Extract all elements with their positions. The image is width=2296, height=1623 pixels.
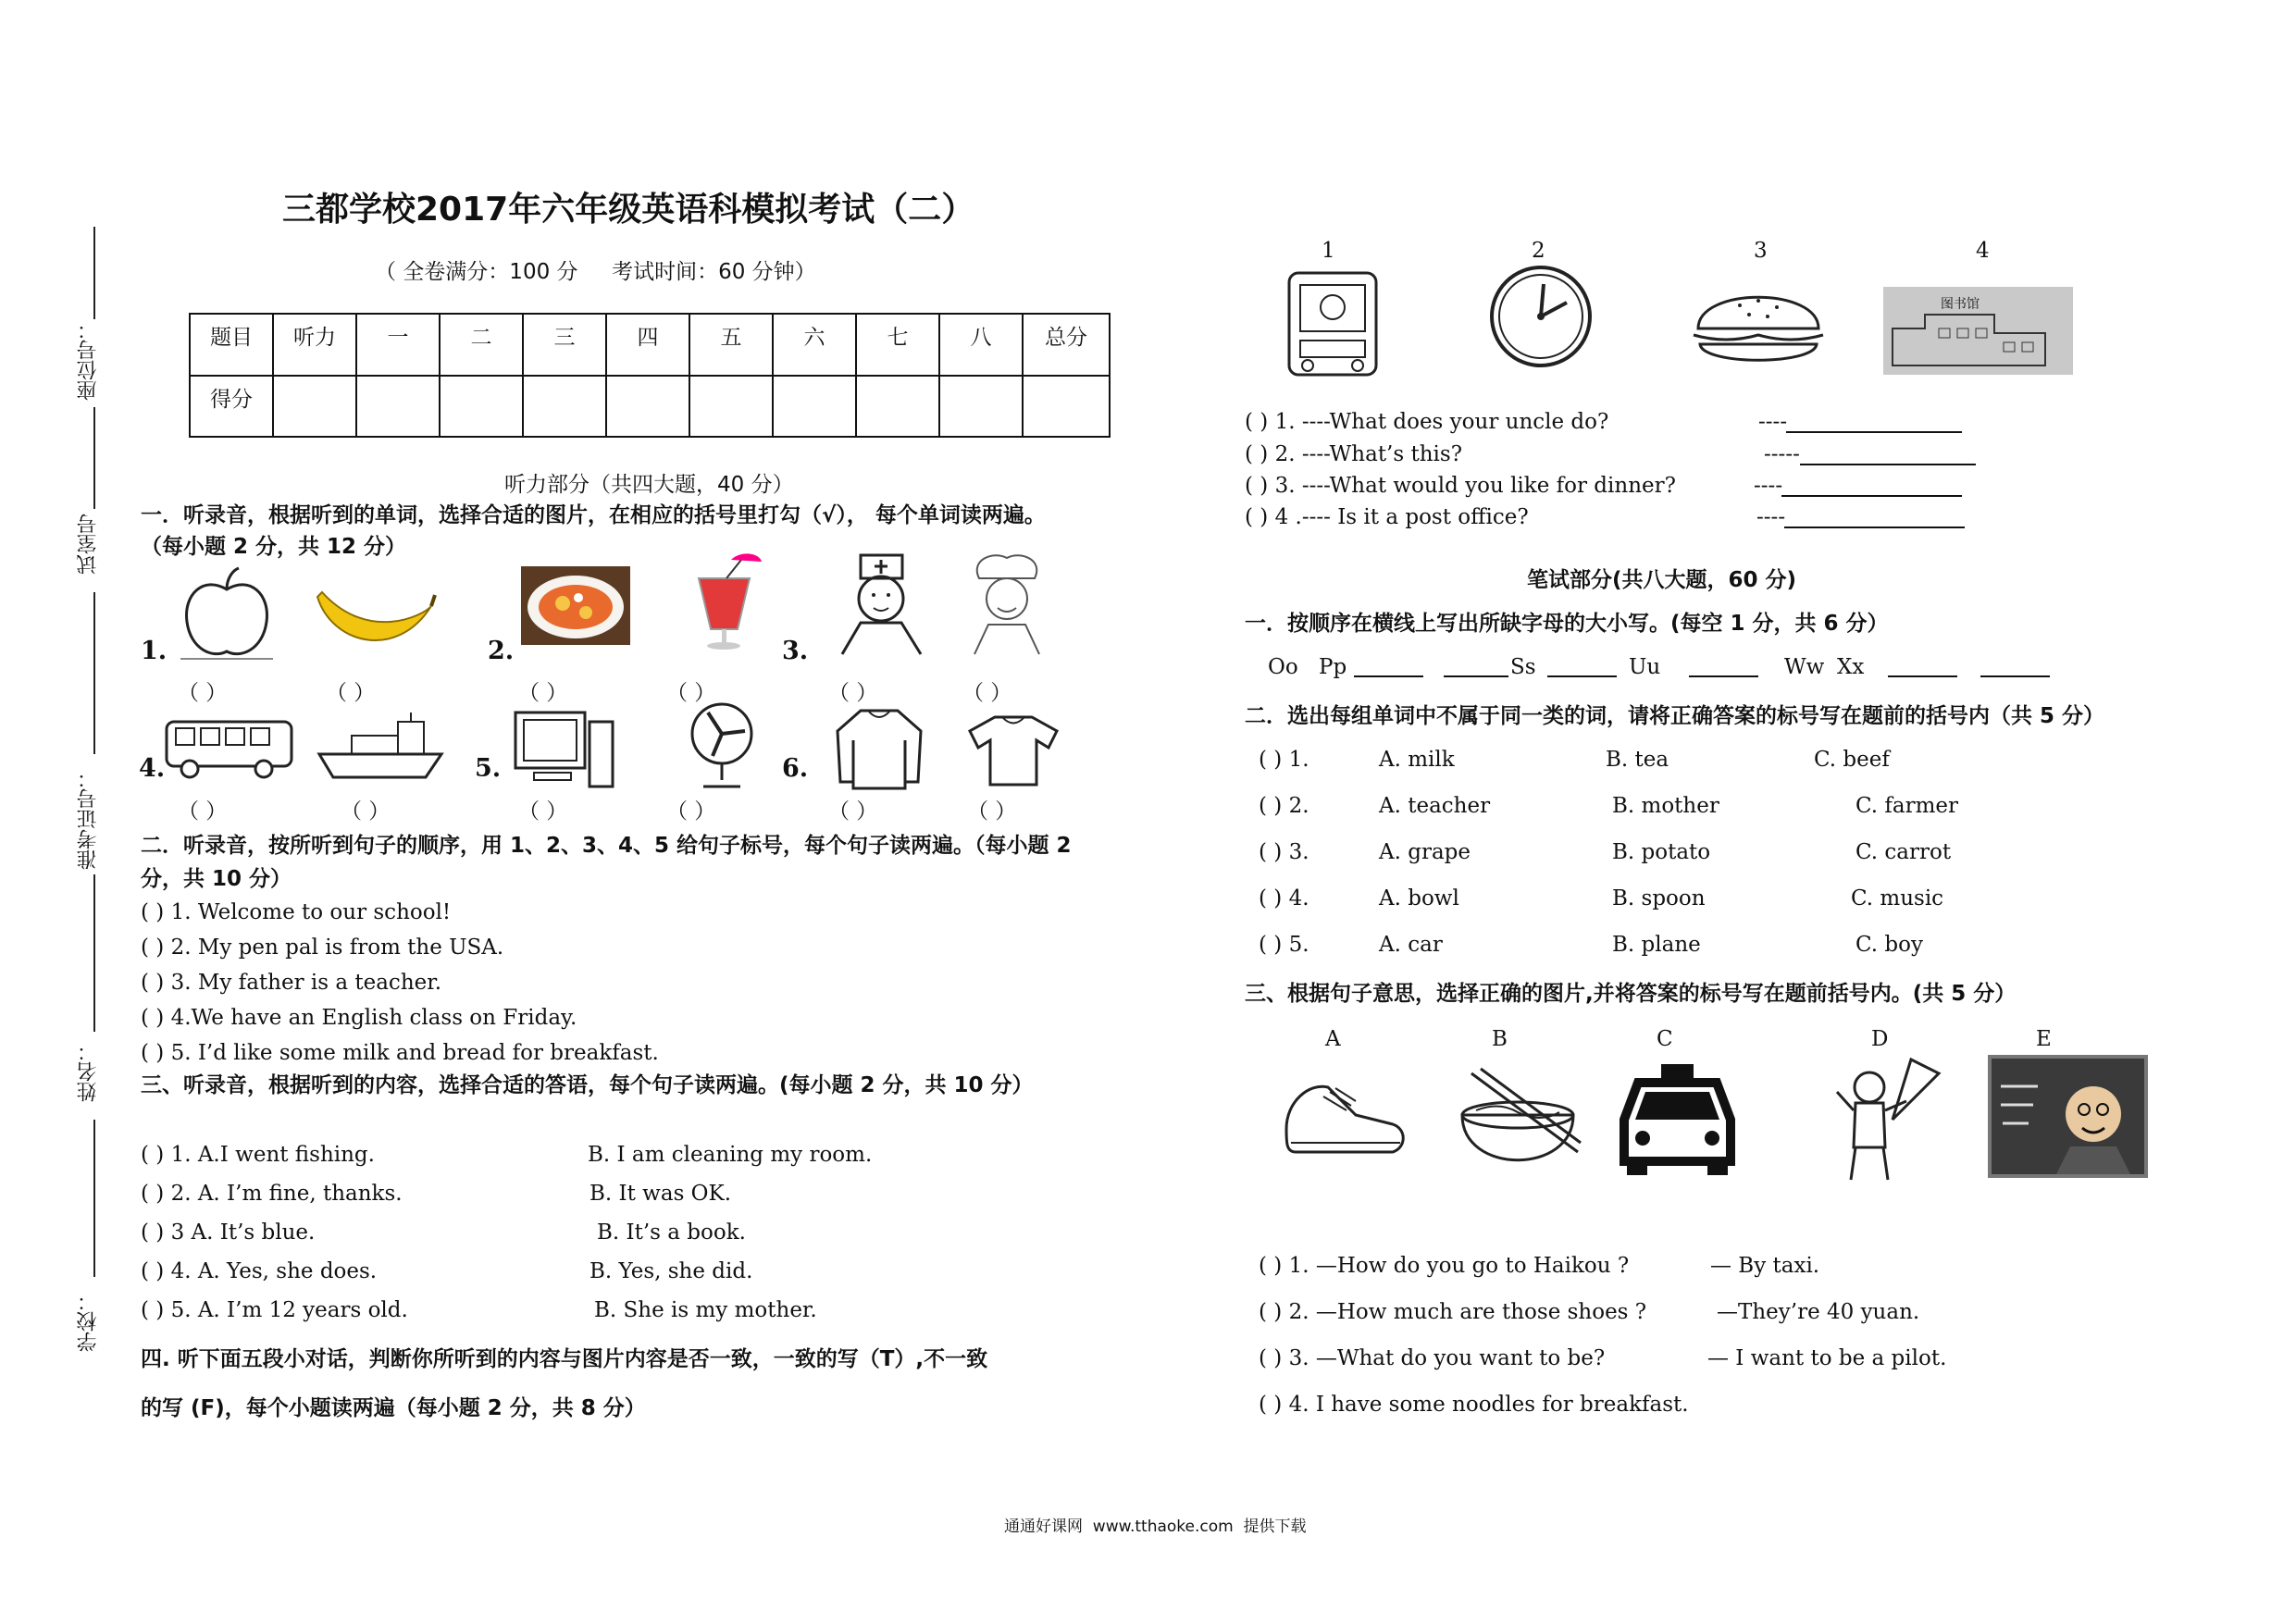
- taxi-icon: [1610, 1059, 1744, 1180]
- answer-paren[interactable]: （ ）: [666, 799, 716, 824]
- written-heading: 笔试部分(共八大题，60 分): [1527, 568, 1797, 592]
- score-header: 题目: [190, 314, 273, 376]
- picture-letter: D: [1871, 1027, 1889, 1051]
- picture-number: 3: [1754, 239, 1768, 263]
- list-item: ( ) 4. A. Yes, she does.: [141, 1259, 378, 1283]
- list-item: ( ) 2.: [1259, 794, 1309, 818]
- option-a: A. bowl: [1379, 886, 1459, 911]
- option-a: A. grape: [1379, 840, 1471, 864]
- margin-line: [93, 592, 95, 754]
- answer-line[interactable]: [1786, 431, 1962, 433]
- list-item: ( ) 4. I have some noodles for breakfast.: [1259, 1393, 1689, 1417]
- score-header: 一: [356, 314, 440, 376]
- bus-driver-icon: [1282, 268, 1384, 384]
- score-row-label: 得分: [190, 376, 273, 438]
- score-header: 五: [689, 314, 773, 376]
- soup-icon: [521, 566, 630, 645]
- picture-letter: E: [2036, 1027, 2052, 1051]
- list-item: ( ) 4.We have an English class on Friday.: [141, 1006, 577, 1030]
- option-c: C. boy: [1855, 933, 1923, 957]
- shoes-icon: [1282, 1064, 1411, 1166]
- apple-icon: [176, 566, 278, 663]
- picture-number: 2: [1532, 239, 1545, 263]
- banana-icon: [313, 578, 438, 657]
- letter-pair: Oo: [1268, 655, 1298, 679]
- exam-room-label: 试室号: [77, 514, 100, 575]
- answer-line[interactable]: [1781, 495, 1962, 497]
- library-building-icon: [1883, 287, 2073, 375]
- score-header: 听力: [273, 314, 356, 376]
- option-c: C. beef: [1814, 748, 1890, 772]
- answer-paren[interactable]: （ ）: [666, 681, 716, 705]
- pilot-icon: [1828, 1055, 1943, 1184]
- margin-line: [93, 1120, 95, 1277]
- list-item-option: B. I am cleaning my room.: [588, 1143, 873, 1167]
- score-cell[interactable]: [356, 376, 440, 438]
- letter-pair: Uu: [1629, 655, 1661, 679]
- answer-prefix: -----: [1764, 442, 1800, 466]
- option-b: B. mother: [1612, 794, 1719, 818]
- item-number: 1.: [141, 637, 168, 665]
- option-b: B. plane: [1612, 933, 1701, 957]
- answer-paren[interactable]: （ ）: [962, 681, 1012, 705]
- list-item: ( ) 3. My father is a teacher.: [141, 971, 442, 995]
- picture-number: 1: [1322, 239, 1335, 263]
- list-item: ( ) 2. A. I’m fine, thanks.: [141, 1182, 403, 1206]
- letter-blank[interactable]: [1888, 675, 1957, 677]
- list-item: ( ) 5. A. I’m 12 years old.: [141, 1298, 408, 1322]
- option-c: C. music: [1851, 886, 1944, 911]
- tshirt-icon: [967, 712, 1060, 787]
- letter-blank[interactable]: [1547, 675, 1617, 677]
- seat-number-label: 座位号：: [77, 319, 100, 401]
- written-q3-title: 三、根据句子意思，选择正确的图片,并将答案的标号写在题前括号内。(共 5 分）: [1245, 982, 2017, 1006]
- list-item: ( ) 3. ----What would you like for dinner?: [1245, 474, 1676, 498]
- option-c: C. carrot: [1855, 840, 1952, 864]
- option-b: B. tea: [1606, 748, 1669, 772]
- library-sign: 图书馆: [1941, 297, 1980, 312]
- list-item: ( ) 1. A.I went fishing.: [141, 1143, 375, 1167]
- score-header: 三: [523, 314, 606, 376]
- list-item: ( ) 2. ----What’s this?: [1245, 442, 1463, 466]
- score-cell[interactable]: [273, 376, 356, 438]
- list-item: ( ) 1.: [1259, 748, 1309, 772]
- picture-letter: A: [1325, 1027, 1341, 1051]
- answer-paren[interactable]: （ ）: [828, 681, 878, 705]
- score-header: 总分: [1023, 314, 1110, 376]
- answer-prefix: ----: [1754, 474, 1783, 498]
- list-item-option: B. It was OK.: [590, 1182, 732, 1206]
- score-header: 二: [440, 314, 523, 376]
- letter-pair: Pp: [1319, 655, 1347, 679]
- list-item: ( ) 5. I’d like some milk and bread for breakfast.: [141, 1041, 659, 1065]
- score-cell[interactable]: [856, 376, 939, 438]
- computer-icon: [511, 708, 617, 791]
- juice-icon: [680, 551, 768, 652]
- exam-subtitle: （ 全卷满分：100 分 考试时间：60 分钟）: [375, 260, 816, 284]
- score-cell[interactable]: [689, 376, 773, 438]
- list-item-answer: — I want to be a pilot.: [1707, 1346, 1947, 1370]
- option-a: A. teacher: [1379, 794, 1491, 818]
- listening-q2-title: 二．听录音，按所听到句子的顺序，用 1、2、3、4、5 给句子标号，每个句子读两遍。（每小题 2 分，共 10 分）: [141, 834, 1072, 891]
- list-item: ( ) 1. Welcome to our school!: [141, 900, 452, 924]
- score-header: 八: [939, 314, 1023, 376]
- margin-line: [93, 874, 95, 1032]
- school-label: 学校：: [77, 1291, 100, 1352]
- option-a: A. car: [1379, 933, 1443, 957]
- list-item: ( ) 3 A. It’s blue.: [141, 1220, 316, 1245]
- item-number: 5.: [475, 754, 502, 783]
- written-q1-title: 一．按顺序在横线上写出所缺字母的大小写。(每空 1 分，共 6 分）: [1245, 612, 1889, 636]
- answer-prefix: ----: [1758, 410, 1788, 434]
- admission-number-label: 准考证号：: [77, 768, 100, 870]
- option-b: B. spoon: [1612, 886, 1706, 911]
- score-table: [189, 313, 1111, 438]
- noodles-icon: [1453, 1064, 1582, 1175]
- clock-icon: [1488, 264, 1595, 370]
- score-cell[interactable]: [939, 376, 1023, 438]
- list-item: ( ) 2. —How much are those shoes ?: [1259, 1300, 1647, 1324]
- margin-line: [93, 227, 95, 319]
- listening-q3-title: 三、听录音，根据听到的内容，选择合适的答语，每个句子读两遍。(每小题 2 分，共 10 分）: [141, 1073, 1034, 1097]
- answer-paren[interactable]: （ ）: [178, 799, 228, 824]
- name-label: 姓名：: [77, 1041, 100, 1102]
- list-item: ( ) 1. —How do you go to Haikou ?: [1259, 1254, 1630, 1278]
- list-item: ( ) 4.: [1259, 886, 1309, 911]
- list-item: ( ) 1. ----What does your uncle do?: [1245, 410, 1609, 434]
- letter-pair: Ww: [1784, 655, 1825, 679]
- bus-icon: [162, 717, 296, 782]
- list-item-option: B. Yes, she did.: [590, 1259, 753, 1283]
- option-a: A. milk: [1379, 748, 1455, 772]
- list-item-option: B. It’s a book.: [597, 1220, 746, 1245]
- picture-number: 4: [1976, 239, 1990, 263]
- hamburger-icon: [1689, 278, 1828, 370]
- letter-blank[interactable]: [1354, 675, 1423, 677]
- item-number: 2.: [488, 637, 515, 665]
- listening-q4-title: 四. 听下面五段小对话，判断你所听到的内容与图片内容是否一致，一致的写（T）,不一致: [141, 1347, 988, 1371]
- page-footer: 通通好课网 www.tthaoke.com 提供下载: [1004, 1518, 1307, 1536]
- answer-line[interactable]: [1784, 527, 1965, 528]
- score-cell[interactable]: [440, 376, 523, 438]
- list-item-answer: —They’re 40 yuan.: [1717, 1300, 1920, 1324]
- answer-paren[interactable]: （ ）: [828, 799, 878, 824]
- sweater-icon: [833, 703, 925, 791]
- answer-paren[interactable]: （ ）: [326, 681, 376, 705]
- picture-letter: B: [1492, 1027, 1508, 1051]
- list-item-answer: — By taxi.: [1710, 1254, 1820, 1278]
- score-header: 四: [606, 314, 689, 376]
- list-item: ( ) 2. My pen pal is from the USA.: [141, 935, 504, 960]
- page-title: 三都学校2017年六年级英语科模拟考试（二）: [282, 191, 975, 229]
- written-q2-title: 二．选出每组单词中不属于同一类的词，请将正确答案的标号写在题前的括号内（共 5 分）: [1245, 704, 2105, 728]
- listening-q4-subtitle: 的写 (F)，每个小题读两遍（每小题 2 分，共 8 分）: [141, 1396, 646, 1420]
- list-item: ( ) 4 .---- Is it a post office?: [1245, 505, 1529, 529]
- answer-line[interactable]: [1800, 464, 1976, 465]
- margin-line: [93, 407, 95, 509]
- listening-q1-title: 一．听录音，根据听到的单词，选择合适的图片，在相应的括号里打勾（√）， 每个单词读两遍。（每小题 2 分，共 12 分）: [141, 503, 1046, 559]
- item-number: 3.: [782, 637, 809, 665]
- list-item: ( ) 5.: [1259, 933, 1309, 957]
- letter-blank[interactable]: [1444, 675, 1508, 677]
- ship-icon: [315, 712, 446, 782]
- list-item: ( ) 3. —What do you want to be?: [1259, 1346, 1606, 1370]
- score-cell[interactable]: [773, 376, 856, 438]
- cook-icon: [965, 551, 1049, 657]
- answer-paren[interactable]: （ ）: [518, 799, 568, 824]
- score-header: 六: [773, 314, 856, 376]
- answer-paren[interactable]: （ ）: [178, 681, 228, 705]
- letter-blank[interactable]: [1980, 675, 2050, 677]
- answer-paren[interactable]: （ ）: [967, 799, 1017, 824]
- picture-letter: C: [1657, 1027, 1673, 1051]
- letter-pair: Xx: [1837, 655, 1865, 679]
- letter-pair: Ss: [1510, 655, 1536, 679]
- fan-icon: [680, 699, 763, 791]
- letter-blank[interactable]: [1689, 675, 1758, 677]
- option-b: B. potato: [1612, 840, 1711, 864]
- score-cell[interactable]: [523, 376, 606, 438]
- option-c: C. farmer: [1855, 794, 1959, 818]
- score-header: 七: [856, 314, 939, 376]
- score-cell[interactable]: [606, 376, 689, 438]
- answer-paren[interactable]: （ ）: [341, 799, 391, 824]
- item-number: 4.: [139, 754, 166, 783]
- item-number: 6.: [782, 754, 809, 783]
- doctor-icon: [833, 551, 930, 657]
- list-item-option: B. She is my mother.: [594, 1298, 817, 1322]
- answer-prefix: ----: [1756, 505, 1786, 529]
- answer-paren[interactable]: （ ）: [518, 681, 568, 705]
- score-cell[interactable]: [1023, 376, 1110, 438]
- listening-heading: 听力部分（共四大题，40 分）: [504, 473, 794, 497]
- teacher-figure: [1992, 1059, 2144, 1174]
- teacher-blackboard-icon: [1988, 1055, 2148, 1178]
- list-item: ( ) 3.: [1259, 840, 1309, 864]
